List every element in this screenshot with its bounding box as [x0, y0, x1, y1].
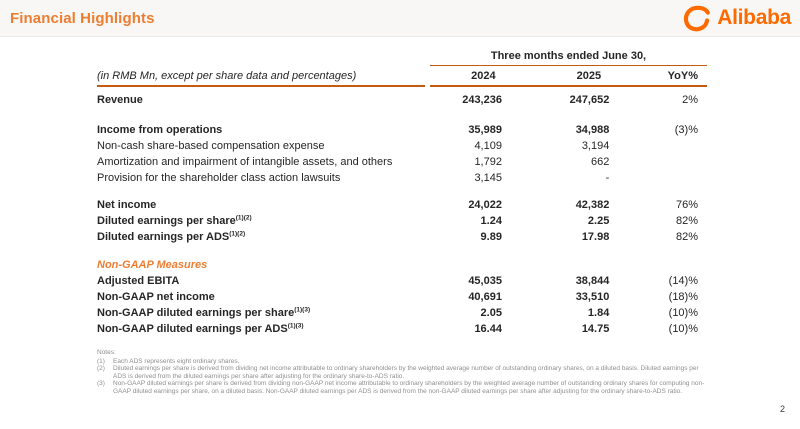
- value-2024: 1,792: [474, 156, 502, 168]
- table-row-income-from-operations: [97, 122, 707, 138]
- table-row-adjusted-ebita: [97, 273, 707, 289]
- note-number: (2): [97, 365, 105, 373]
- col-header-yoy: YoY%: [667, 70, 698, 82]
- row-label: Non-cash share-based compensation expense: [97, 140, 325, 152]
- value-2024: 3,145: [474, 172, 502, 184]
- value-2024: 243,236: [462, 94, 502, 106]
- row-label: Amortization and impairment of intangible assets, and others: [97, 156, 393, 168]
- value-2024: 40,691: [468, 291, 502, 303]
- value-yoy: (3)%: [674, 124, 698, 136]
- value-2025: 2.25: [587, 215, 610, 227]
- value-yoy: (10)%: [668, 323, 698, 335]
- note-item-3: [97, 380, 713, 395]
- table-row-provision-lawsuits: [97, 170, 707, 186]
- column-headers: [430, 70, 707, 87]
- value-2024: 9.89: [480, 231, 502, 243]
- table-row-sbc-expense: [97, 138, 707, 154]
- value-2024: 45,035: [468, 275, 502, 287]
- note-text: Diluted earnings per share is derived from dividing net income attributable to ordinary shareholders by the weighted average number of outstanding ordinary shares, on a diluted basis. Diluted earnings per ADS is derived from the diluted earnings per share after adjusting for the ordinary share-to-ADS ratio.: [113, 365, 699, 380]
- period-header: Three months ended June 30,: [430, 50, 707, 66]
- period-header-row: [97, 37, 707, 66]
- value-2025: 17.98: [581, 231, 610, 243]
- top-bar: [0, 0, 800, 37]
- row-label: Non-GAAP diluted earnings per $ADS^{(1)(3)}$: [97, 322, 304, 335]
- table-header-row: [97, 67, 707, 87]
- note-text: Non-GAAP diluted earnings per share is derived from dividing non-GAAP net income attributable to ordinary shareholders by the weighted average number of outstanding ordinary shares for computing non-GAAP diluted earnings per share, on a diluted basis. Non-GAAP diluted earnings per ADS is derived from the non-GAAP diluted earnings per share after adjusting for the ordinary share-to-ADS ratio.: [113, 380, 705, 395]
- row-label: Diluted earnings per $ADS^{(1)(2)}$: [97, 230, 246, 243]
- value-2025: 33,510: [575, 291, 610, 303]
- section-header-non-gaap: Non-GAAP Measures: [97, 259, 208, 271]
- value-2025: 662: [590, 156, 610, 168]
- table-row-diluted-eps: [97, 213, 707, 229]
- row-label: Adjusted EBITA: [97, 275, 180, 287]
- value-yoy: 82%: [675, 215, 698, 227]
- table-row-diluted-eads: [97, 229, 707, 245]
- row-header-caption: (in RMB Mn, except per share data and percentages): [97, 67, 425, 87]
- period-spacer: [97, 50, 430, 66]
- page-number: 2: [779, 404, 785, 414]
- value-2024: 24,022: [468, 199, 502, 211]
- row-label: Revenue: [97, 94, 143, 106]
- value-2024: 35,989: [468, 124, 502, 136]
- row-label: Diluted earnings per share$^{(1)(2)}$: [97, 214, 252, 227]
- row-label: Net income: [97, 199, 157, 211]
- financial-table: [97, 37, 707, 337]
- alibaba-smiley-icon: [682, 5, 713, 32]
- value-2025: 3,194: [581, 140, 610, 152]
- value-yoy: [609, 170, 707, 186]
- value-yoy: (14)%: [668, 275, 698, 287]
- page-title: Financial Highlights: [10, 9, 155, 27]
- note-number: (3): [97, 380, 105, 388]
- note-item-2: [97, 365, 713, 380]
- value-yoy: [609, 154, 707, 170]
- table-row-non-gaap-diluted-eads: [97, 321, 707, 337]
- value-yoy: 76%: [675, 199, 698, 211]
- value-yoy: (18)%: [668, 291, 698, 303]
- table-row-net-income: [97, 197, 707, 213]
- note-number: (1): [97, 357, 105, 365]
- value-2024: 4,109: [474, 140, 502, 152]
- value-2025: 34,988: [575, 124, 610, 136]
- alibaba-logo: [682, 5, 791, 32]
- logo-text: Alibaba: [717, 6, 791, 29]
- value-yoy: (10)%: [668, 307, 698, 319]
- value-2025: 1.84: [587, 307, 610, 319]
- value-yoy: 2%: [682, 94, 698, 106]
- table-row-non-gaap-net-income: [97, 289, 707, 305]
- value-2025: 38,844: [575, 275, 610, 287]
- table-row-revenue: [97, 92, 707, 108]
- value-yoy: 82%: [675, 231, 698, 243]
- value-2025: -: [605, 172, 610, 184]
- value-2025: 14.75: [581, 323, 610, 335]
- value-2024: 2.05: [480, 307, 502, 319]
- value-2025: 42,382: [575, 199, 610, 211]
- row-label: Non-GAAP diluted earnings per share$^{(1)(3)}$: [97, 306, 311, 319]
- note-item-1: [97, 358, 713, 366]
- col-header-2025: 2025: [576, 70, 602, 82]
- row-label: Income from operations: [97, 124, 223, 136]
- row-label: Non-GAAP net income: [97, 291, 215, 303]
- value-2024: 1.24: [480, 215, 502, 227]
- row-label: Provision for the shareholder class action lawsuits: [97, 172, 341, 184]
- notes-title: Notes:: [97, 349, 116, 356]
- col-header-2024: 2024: [471, 70, 496, 82]
- notes: [97, 349, 713, 396]
- table-row-non-gaap-diluted-eps: [97, 305, 707, 321]
- table-row-amortization: [97, 154, 707, 170]
- value-2024: 16.44: [474, 323, 502, 335]
- value-2025: 247,652: [569, 94, 610, 106]
- note-text: Each ADS represents eight ordinary shares.: [113, 357, 240, 365]
- value-yoy: [609, 138, 707, 154]
